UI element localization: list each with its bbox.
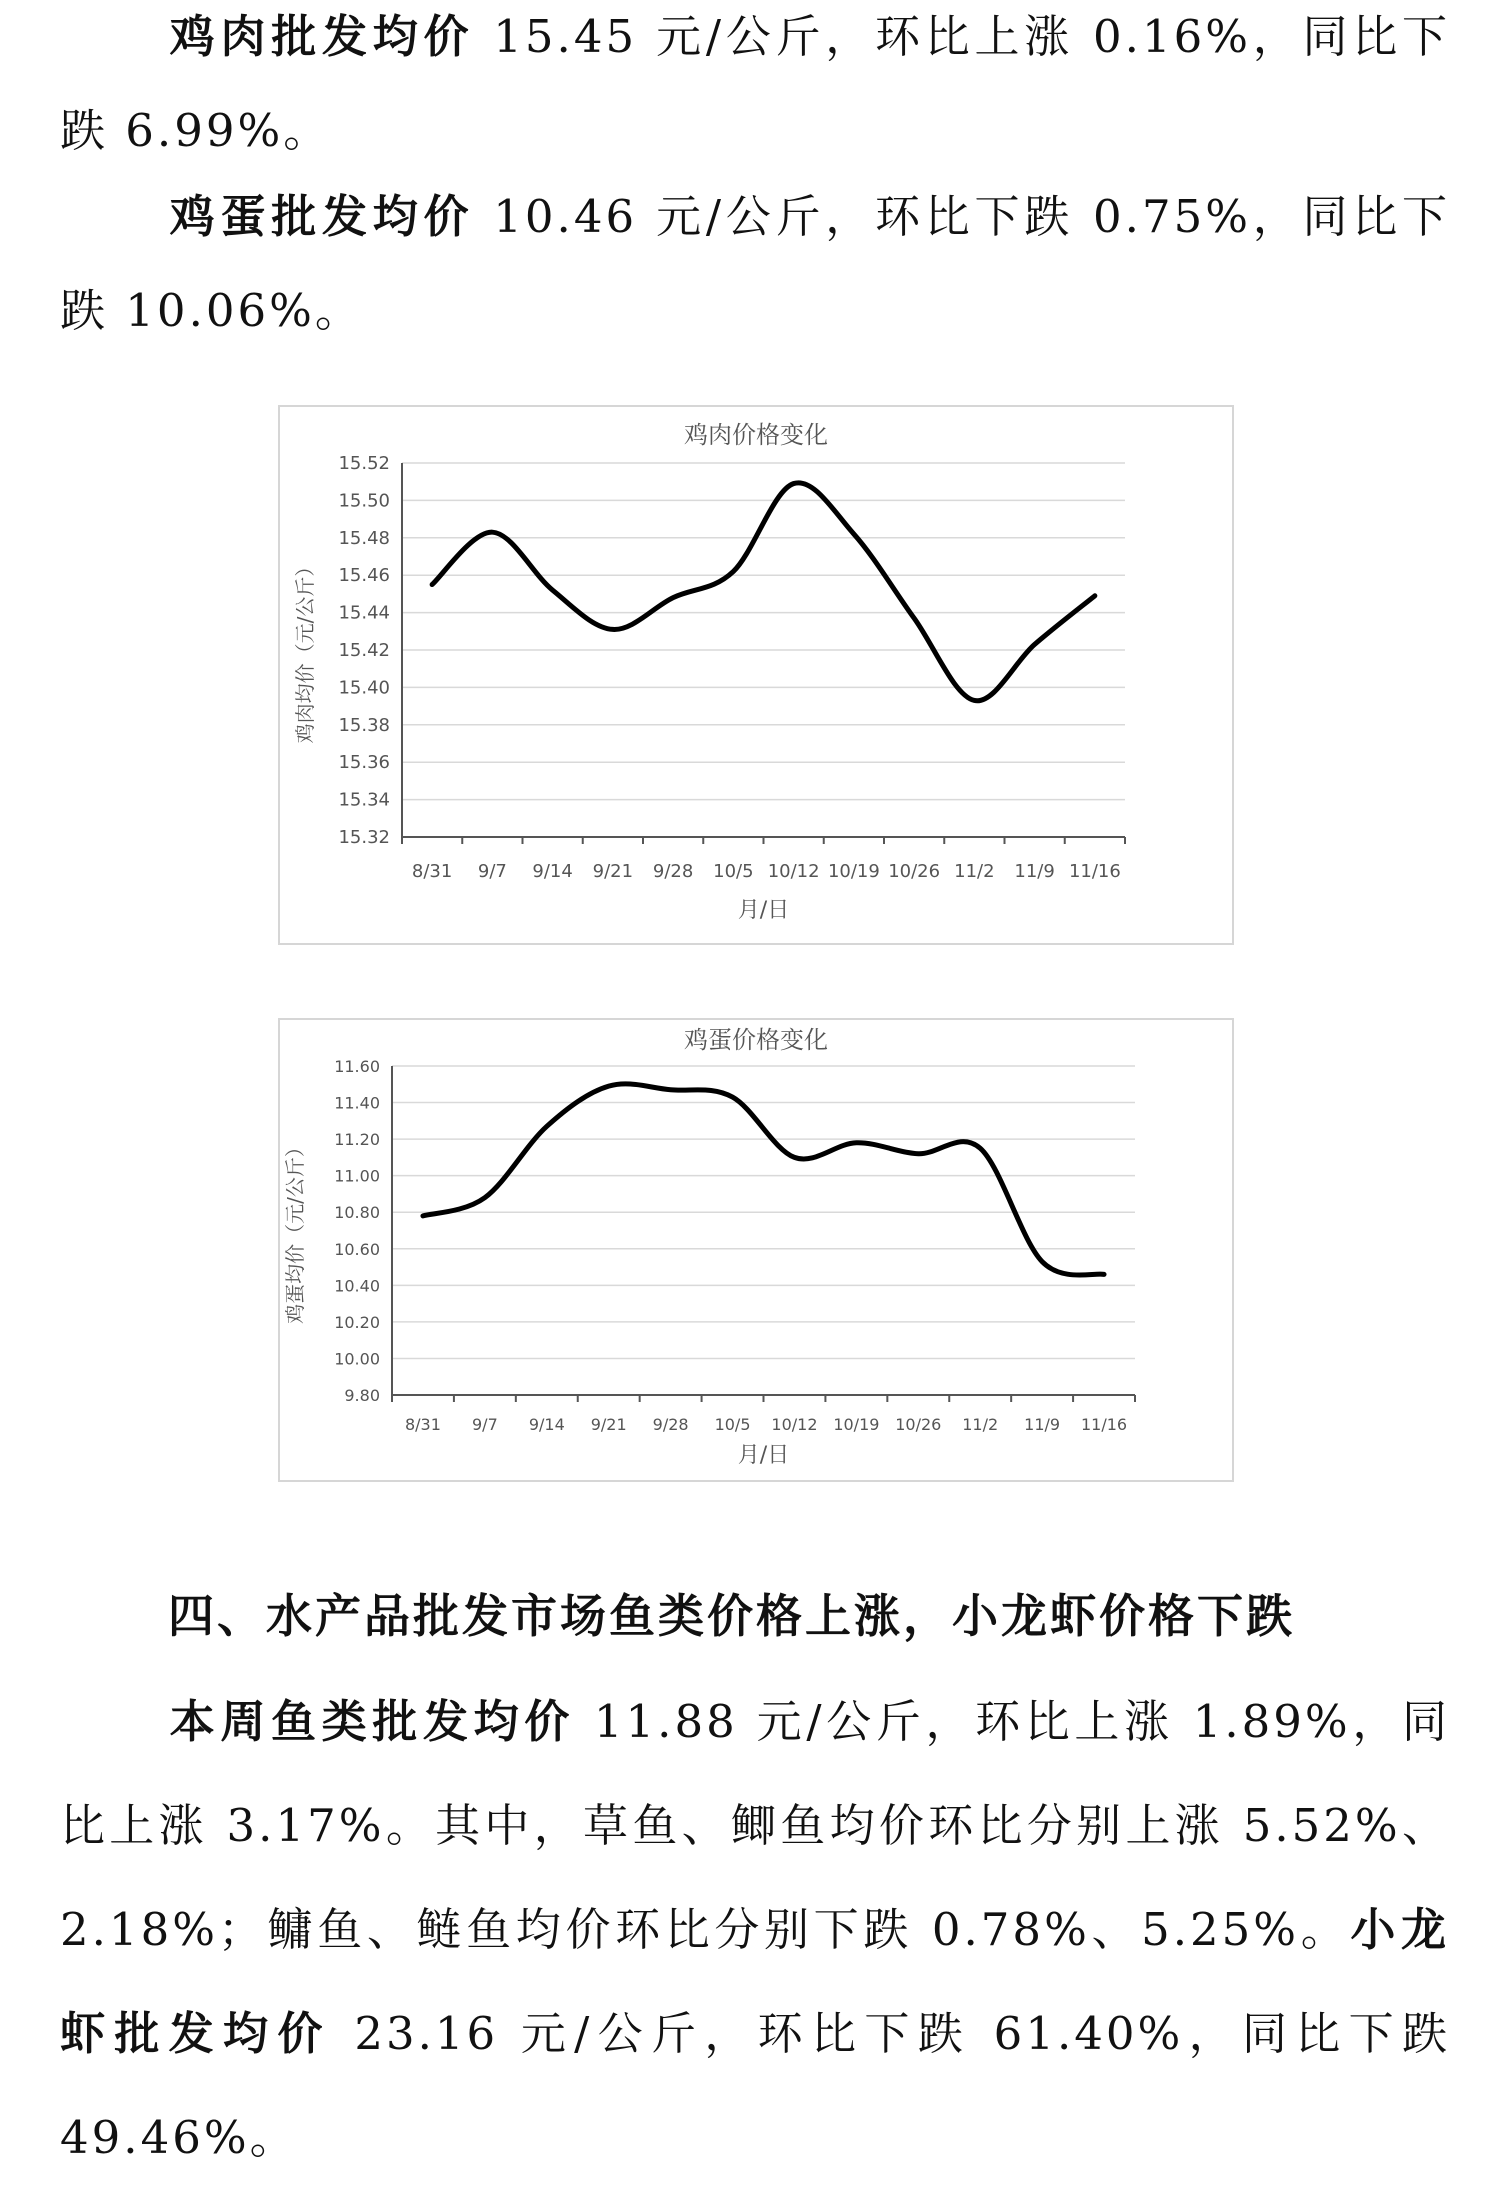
- x-tick-label: 11/2: [962, 1415, 998, 1434]
- y-tick-label: 15.48: [338, 528, 390, 549]
- y-tick-label: 15.32: [338, 827, 390, 848]
- crayfish-price-label: 小龙虾批发均价: [60, 1903, 1450, 2060]
- x-tick-label: 11/9: [1024, 1415, 1060, 1434]
- x-tick-label: 10/19: [828, 861, 880, 882]
- egg-price-paragraph: [60, 170, 1450, 358]
- y-tick-label: 11.60: [334, 1057, 380, 1076]
- y-tick-label: 15.40: [338, 677, 390, 698]
- y-axis-title: 鸡肉均价（元/公斤）: [293, 557, 317, 744]
- chart-title: 鸡蛋价格变化: [684, 1026, 828, 1054]
- fish-price-paragraph: [60, 1670, 1450, 2190]
- x-tick-label: 9/7: [478, 861, 507, 882]
- x-tick-label: 8/31: [405, 1415, 441, 1434]
- chicken-price-label: 鸡肉批发均价: [168, 10, 474, 63]
- x-tick-label: 9/14: [532, 861, 572, 882]
- chart-title: 鸡肉价格变化: [684, 421, 828, 449]
- x-tick-label: 10/19: [833, 1415, 879, 1434]
- y-tick-label: 10.40: [334, 1276, 380, 1295]
- x-axis-title: 月/日: [738, 898, 789, 923]
- x-tick-label: 10/5: [713, 861, 753, 882]
- y-tick-label: 11.00: [334, 1167, 380, 1186]
- x-tick-label: 11/2: [954, 861, 994, 882]
- y-tick-label: 15.36: [338, 752, 390, 773]
- y-tick-label: 10.00: [334, 1349, 380, 1368]
- y-tick-label: 15.44: [338, 603, 390, 624]
- series-line: [423, 1084, 1104, 1275]
- y-tick-label: 15.50: [338, 490, 390, 511]
- y-tick-label: 10.20: [334, 1313, 380, 1332]
- x-tick-label: 9/14: [529, 1415, 565, 1434]
- y-tick-label: 11.20: [334, 1130, 380, 1149]
- y-tick-label: 15.42: [338, 640, 390, 661]
- x-tick-label: 10/12: [768, 861, 820, 882]
- x-tick-label: 10/26: [888, 861, 940, 882]
- y-tick-label: 10.80: [334, 1203, 380, 1222]
- chicken-price-paragraph: [60, 0, 1450, 178]
- x-tick-label: 11/16: [1081, 1415, 1127, 1434]
- x-tick-label: 9/7: [472, 1415, 498, 1434]
- fish-price-text: 11.88 元/公斤，环比上涨 1.89%，同比上涨 3.17%。其中，草鱼、鲫鱼均价环比分别上涨 5.52%、2.18%；鳙鱼、鲢鱼均价环比分别下跌 0.78%、5.25%。: [60, 1695, 1450, 1956]
- series-line: [432, 483, 1095, 701]
- egg-price-label: 鸡蛋批发均价: [168, 190, 474, 243]
- x-tick-label: 10/12: [771, 1415, 817, 1434]
- x-tick-label: 9/21: [591, 1415, 627, 1434]
- x-tick-label: 8/31: [412, 861, 452, 882]
- y-tick-label: 15.38: [338, 715, 390, 736]
- y-tick-label: 15.46: [338, 565, 390, 586]
- chicken-price-chart-svg: [280, 407, 1232, 943]
- egg-price-text: 10.46 元/公斤，环比下跌 0.75%，同比下跌 10.06%。: [60, 190, 1450, 337]
- x-tick-label: 9/28: [653, 861, 693, 882]
- x-tick-label: 9/28: [653, 1415, 689, 1434]
- x-axis-title: 月/日: [738, 1443, 789, 1468]
- chicken-price-chart: [278, 405, 1234, 945]
- y-tick-label: 11.40: [334, 1094, 380, 1113]
- x-tick-label: 9/21: [593, 861, 633, 882]
- egg-price-chart: [278, 1018, 1234, 1482]
- y-axis-title: 鸡蛋均价（元/公斤）: [283, 1137, 307, 1324]
- section-heading: 四、水产品批发市场鱼类价格上涨，小龙虾价格下跌: [168, 1580, 1295, 1646]
- egg-price-chart-svg: [280, 1020, 1232, 1480]
- x-tick-label: 10/5: [715, 1415, 751, 1434]
- x-tick-label: 11/9: [1014, 861, 1054, 882]
- fish-price-label: 本周鱼类批发均价: [168, 1695, 575, 1748]
- y-tick-label: 15.34: [338, 790, 390, 811]
- y-tick-label: 15.52: [338, 453, 390, 474]
- crayfish-price-text: 23.16 元/公斤，环比下跌 61.40%，同比下跌 49.46%。: [60, 2007, 1450, 2164]
- y-tick-label: 9.80: [344, 1386, 380, 1405]
- chicken-price-text: 15.45 元/公斤，环比上涨 0.16%，同比下跌 6.99%。: [60, 10, 1450, 157]
- y-tick-label: 10.60: [334, 1240, 380, 1259]
- x-tick-label: 10/26: [895, 1415, 941, 1434]
- x-tick-label: 11/16: [1069, 861, 1121, 882]
